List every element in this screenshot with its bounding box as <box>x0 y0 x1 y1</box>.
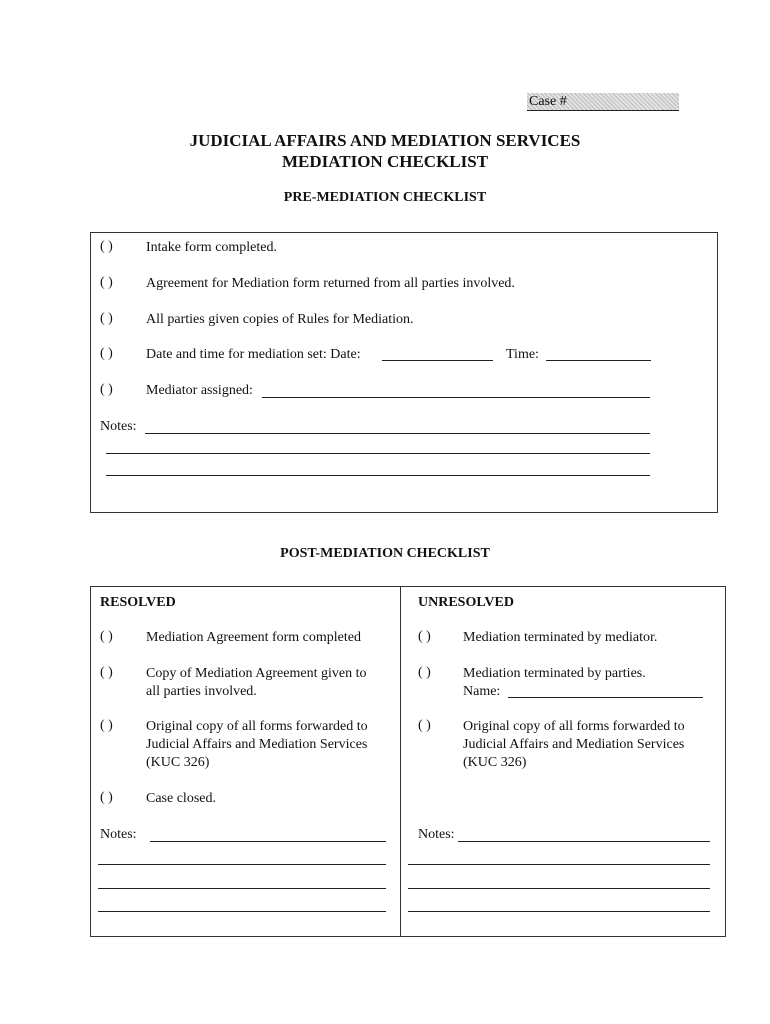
resolved-item-3-line-3: (KUC 326) <box>146 755 210 770</box>
resolved-heading: RESOLVED <box>100 595 176 610</box>
page-subtitle: MEDIATION CHECKLIST <box>281 152 489 171</box>
unresolved-item-2-label: Mediation terminated by parties. <box>463 666 646 681</box>
checkbox-agreement-completed[interactable]: ( ) <box>100 629 113 644</box>
checkbox-forms-forwarded-unresolved[interactable]: ( ) <box>418 718 431 733</box>
resolved-item-4-label: Case closed. <box>146 791 216 806</box>
unresolved-notes-line-4[interactable] <box>408 911 710 912</box>
case-number-label: Case # <box>529 94 567 109</box>
unresolved-notes-label: Notes: <box>418 827 455 842</box>
checkbox-mediator[interactable]: ( ) <box>100 382 113 397</box>
checkbox-agreement-copy[interactable]: ( ) <box>100 665 113 680</box>
resolved-notes-line-2[interactable] <box>98 864 386 865</box>
checkbox-case-closed[interactable]: ( ) <box>100 790 113 805</box>
unresolved-item-1-label: Mediation terminated by mediator. <box>463 630 658 645</box>
unresolved-item-3-line-2: Judicial Affairs and Mediation Services <box>463 737 685 752</box>
time-field[interactable] <box>546 360 651 361</box>
checkbox-terminated-parties[interactable]: ( ) <box>418 665 431 680</box>
resolved-item-2-line-1: Copy of Mediation Agreement given to <box>146 666 367 681</box>
item-datetime-label: Date and time for mediation set: Date: <box>146 347 361 362</box>
unresolved-notes-line-3[interactable] <box>408 888 710 889</box>
pre-notes-line-1[interactable] <box>145 433 650 434</box>
checkbox-rules[interactable]: ( ) <box>100 311 113 326</box>
resolved-notes-line-4[interactable] <box>98 911 386 912</box>
checkbox-datetime[interactable]: ( ) <box>100 346 113 361</box>
checkbox-forms-forwarded-resolved[interactable]: ( ) <box>100 718 113 733</box>
item-mediator-label: Mediator assigned: <box>146 383 253 398</box>
unresolved-notes-line-1[interactable] <box>458 841 710 842</box>
page-title: JUDICIAL AFFAIRS AND MEDIATION SERVICES <box>189 131 581 150</box>
pre-notes-label: Notes: <box>100 419 137 434</box>
checkbox-agreement[interactable]: ( ) <box>100 275 113 290</box>
resolved-item-3-line-2: Judicial Affairs and Mediation Services <box>146 737 368 752</box>
case-number-field[interactable] <box>527 93 679 111</box>
pre-notes-line-2[interactable] <box>106 453 650 454</box>
resolved-item-1-label: Mediation Agreement form completed <box>146 630 361 645</box>
resolved-item-2-line-2: all parties involved. <box>146 684 257 699</box>
date-field[interactable] <box>382 360 493 361</box>
item-agreement-label: Agreement for Mediation form returned from all parties involved. <box>146 276 515 291</box>
pre-notes-line-3[interactable] <box>106 475 650 476</box>
resolved-notes-label: Notes: <box>100 827 137 842</box>
name-field[interactable] <box>508 697 703 698</box>
item-rules-label: All parties given copies of Rules for Mediation. <box>146 312 414 327</box>
checkbox-terminated-mediator[interactable]: ( ) <box>418 629 431 644</box>
resolved-notes-line-1[interactable] <box>150 841 386 842</box>
column-divider <box>400 586 401 936</box>
unresolved-heading: UNRESOLVED <box>418 595 514 610</box>
post-mediation-heading: POST-MEDIATION CHECKLIST <box>280 546 490 561</box>
unresolved-item-3-line-1: Original copy of all forms forwarded to <box>463 719 685 734</box>
name-label: Name: <box>463 684 501 699</box>
time-label: Time: <box>506 347 539 362</box>
pre-mediation-heading: PRE-MEDIATION CHECKLIST <box>283 190 487 205</box>
unresolved-notes-line-2[interactable] <box>408 864 710 865</box>
checkbox-intake[interactable]: ( ) <box>100 239 113 254</box>
mediator-field[interactable] <box>262 397 650 398</box>
unresolved-item-3-line-3: (KUC 326) <box>463 755 527 770</box>
resolved-notes-line-3[interactable] <box>98 888 386 889</box>
resolved-item-3-line-1: Original copy of all forms forwarded to <box>146 719 368 734</box>
item-intake-label: Intake form completed. <box>146 240 278 255</box>
